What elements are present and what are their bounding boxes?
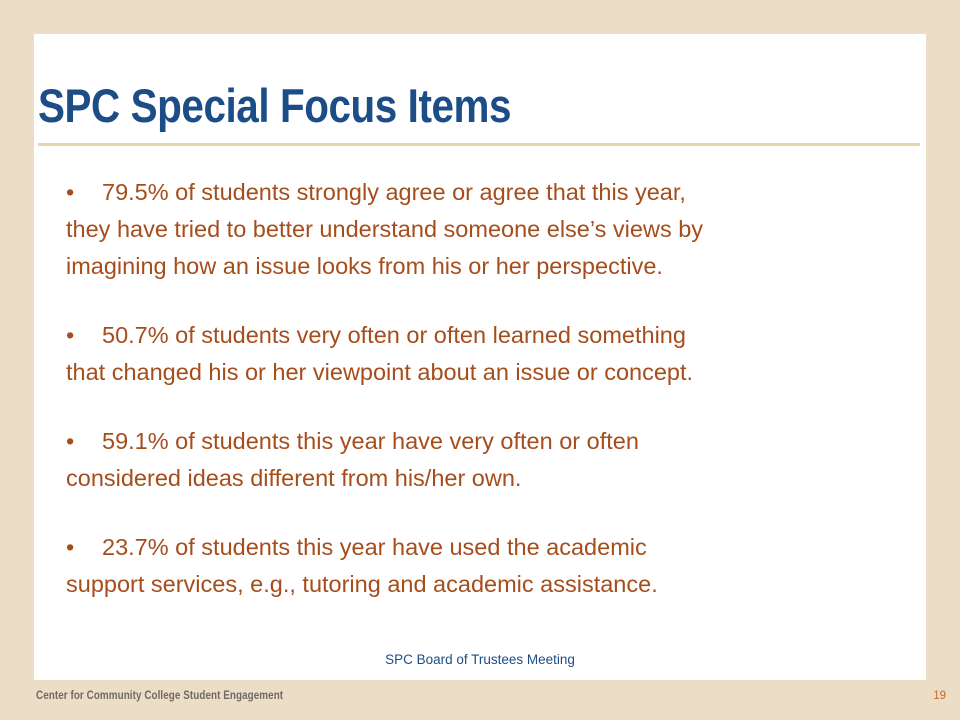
bullet-line: [66, 423, 886, 460]
bullet-line: they have tried to better understand someone else’s views by: [66, 216, 704, 242]
bullet-list: [66, 174, 886, 603]
bullet-line: [66, 317, 886, 354]
bullet-text: 23.7% of students this year have used the academic: [102, 534, 647, 560]
bullet-marker: •: [66, 428, 75, 454]
bullet-item: [66, 529, 886, 603]
title-divider: [38, 143, 920, 146]
bullet-marker: •: [66, 322, 75, 348]
bullet-marker: •: [66, 179, 75, 205]
bullet-text: 59.1% of students this year have very often or often: [102, 428, 639, 454]
footer-text: SPC Board of Trustees Meeting: [385, 652, 575, 667]
bullet-line: imagining how an issue looks from his or her perspective.: [66, 253, 663, 279]
bullet-text: 79.5% of students strongly agree or agree that this year,: [102, 179, 686, 205]
bullet-marker: •: [66, 534, 75, 560]
bullet-item: [66, 174, 886, 285]
bullet-item: [66, 317, 886, 391]
bullet-line: considered ideas different from his/her own.: [66, 465, 522, 491]
bullet-line: [66, 529, 886, 566]
bullet-text: 50.7% of students very often or often learned something: [102, 322, 686, 348]
bullet-line: that changed his or her viewpoint about an issue or concept.: [66, 359, 694, 385]
bullet-line: [66, 174, 886, 211]
bullet-line: support services, e.g., tutoring and academic assistance.: [66, 571, 658, 597]
page-number: 19: [933, 690, 946, 702]
bullet-item: [66, 423, 886, 497]
slide-title: SPC Special Focus Items: [38, 79, 512, 132]
organization-name: Center for Community College Student Engagement: [36, 688, 284, 702]
